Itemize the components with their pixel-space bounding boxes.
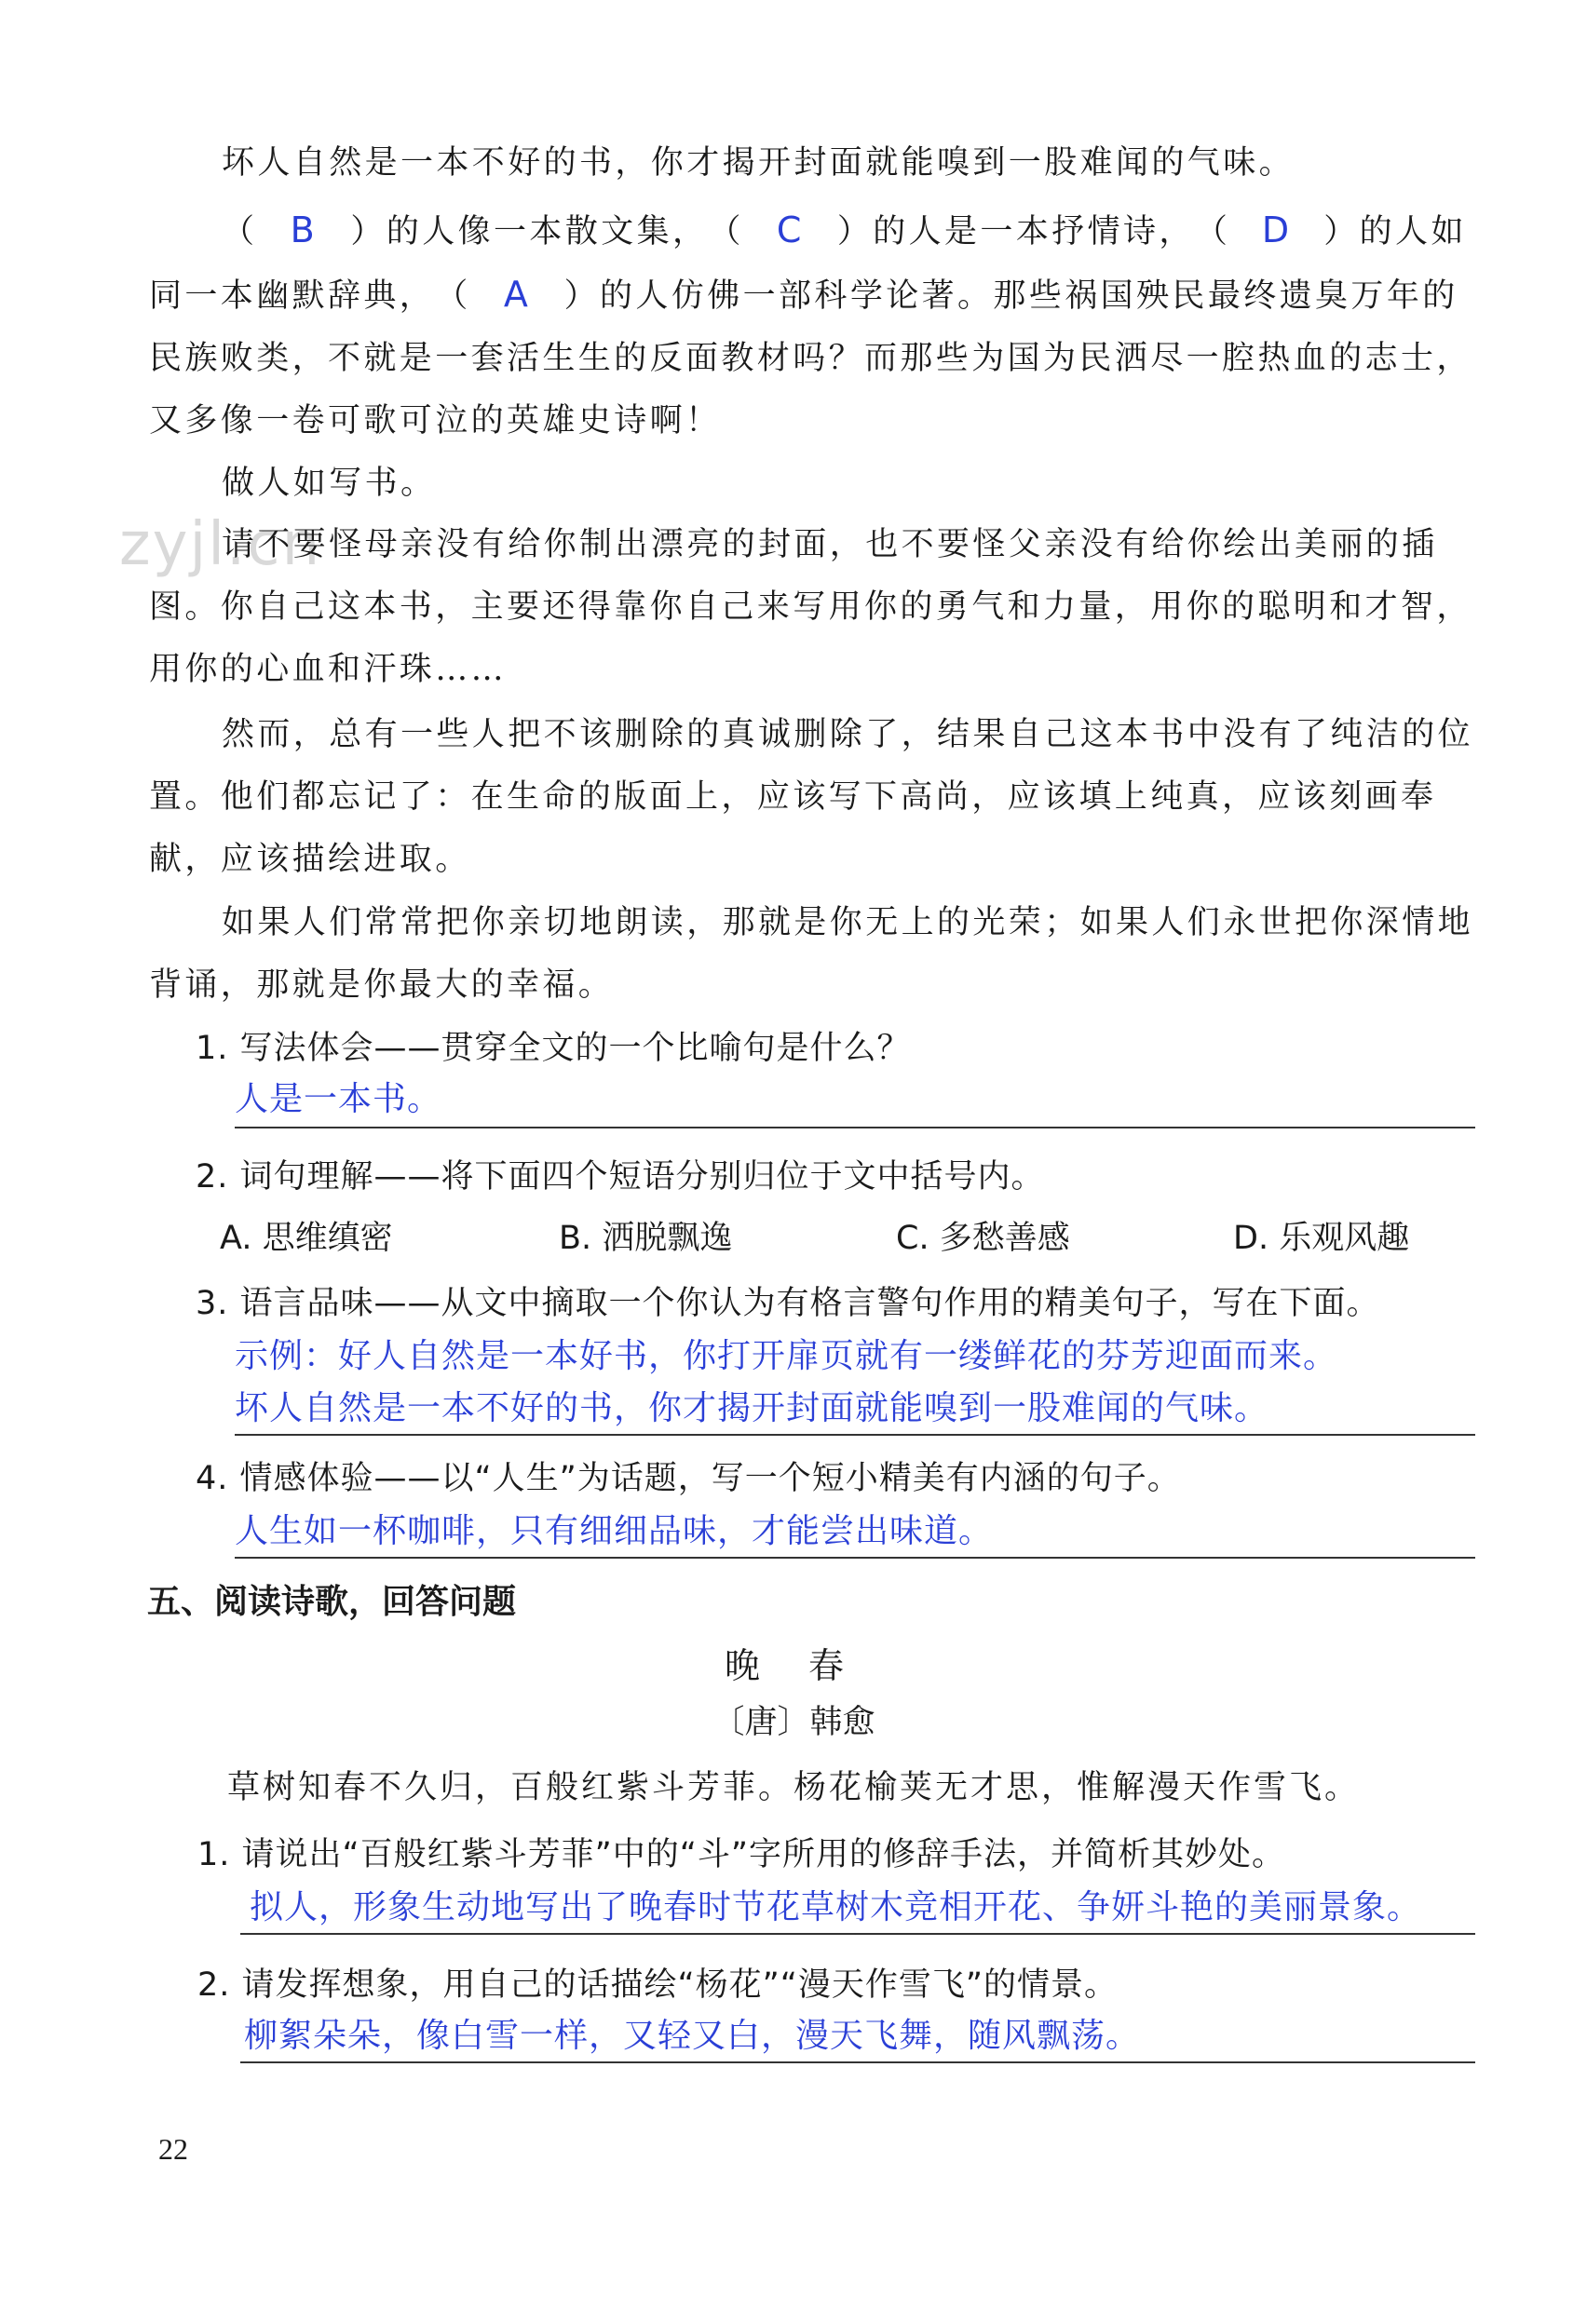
- option-c: C. 多愁善感: [896, 1220, 1070, 1257]
- blank-answer-1: B: [290, 209, 319, 250]
- blank-2: （ C ）: [708, 199, 873, 263]
- answer-line-4: [235, 1557, 1475, 1559]
- passage-paragraph-2: （ B ）的人像一本散文集，（ C ）的人是一本抒情诗，（ D ）的人如同一本幽默辞典，（ A ）的人仿佛一部科学论著。那些祸国殃民最终遗臭万年的民族败类，不就是一套活生生的反面教材吗？而那些为国为民洒尽一腔热血的志士，又多像一卷可歌可泣的英雄史诗啊！: [149, 199, 1483, 453]
- poem-answer-2: 柳絮朵朵，像白雪一样，又轻又白，漫天飞舞，随风飘荡。: [244, 2017, 1141, 2055]
- option-d: D. 乐观风趣: [1233, 1220, 1410, 1257]
- passage-paragraph-5: 然而，总有一些人把不该删除的真诚删除了，结果自己这本书中没有了纯洁的位置。他们都忘记了：在生命的版面上，应该写下高尚，应该填上纯真，应该刻画奉献，应该描绘进取。: [149, 716, 1474, 878]
- poem-author: 〔唐〕韩愈: [712, 1704, 875, 1741]
- answer-3-line-1: 示例：好人自然是一本好书，你打开扉页就有一缕鲜花的芬芳迎面而来。: [235, 1337, 1338, 1375]
- answer-1: 人是一本书。: [235, 1080, 442, 1118]
- question-3: 3. 语言品味——从文中摘取一个你认为有格言警句作用的精美句子，写在下面。: [196, 1285, 1380, 1322]
- answer-3-line-2: 坏人自然是一本不好的书，你才揭开封面就能嗅到一股难闻的气味。: [235, 1389, 1269, 1427]
- blank-3: （ D ）: [1195, 199, 1360, 263]
- answer-line-1: [235, 1127, 1475, 1128]
- poem-body: 草树知春不久归，百般红紫斗芳菲。杨花榆荚无才思，惟解漫天作雪飞。: [226, 1769, 1360, 1806]
- poem-question-1: 1. 请说出“百般红紫斗芳菲”中的“斗”字所用的修辞手法，并简析其妙处。: [197, 1836, 1286, 1873]
- watermark: zyjl.cn: [119, 510, 322, 579]
- poem-answer-1: 拟人，形象生动地写出了晚春时节花草树木竞相开花、争妍斗艳的美丽景象。: [250, 1888, 1422, 1926]
- passage-paragraph-6: 如果人们常常把你亲切地朗读，那就是你无上的光荣；如果人们永世把你深情地背诵，那就是你最大的幸福。: [149, 904, 1474, 1004]
- poem-answer-line-1: [240, 1933, 1475, 1935]
- question-4: 4. 情感体验——以“人生”为话题，写一个短小精美有内涵的句子。: [196, 1460, 1181, 1497]
- question-1: 1. 写法体会——贯穿全文的一个比喻句是什么？: [196, 1030, 911, 1067]
- poem-title: 晚 春: [724, 1645, 863, 1686]
- blank-1: （ B ）: [222, 199, 387, 263]
- passage-paragraph-4: 请不要怪母亲没有给你制出漂亮的封面，也不要怪父亲没有给你绘出美丽的插图。你自己这本书，主要还得靠你自己来写用你的勇气和力量，用你的聪明和才智，用你的心血和汗珠……: [149, 526, 1472, 688]
- option-b: B. 洒脱飘逸: [559, 1220, 733, 1257]
- section-heading: 五、阅读诗歌，回答问题: [147, 1583, 517, 1621]
- passage-paragraph-3: 做人如写书。: [222, 465, 437, 502]
- page-number: 22: [158, 2132, 188, 2166]
- question-2: 2. 词句理解——将下面四个短语分别归位于文中括号内。: [196, 1158, 1045, 1196]
- poem-answer-line-2: [240, 2061, 1475, 2063]
- passage-paragraph-1: 坏人自然是一本不好的书，你才揭开封面就能嗅到一股难闻的气味。: [222, 144, 1295, 182]
- option-a: A. 思维缜密: [220, 1220, 393, 1257]
- answer-line-3: [235, 1434, 1475, 1436]
- answer-4: 人生如一杯咖啡，只有细细品味，才能尝出味道。: [235, 1512, 994, 1550]
- blank-answer-2: C: [776, 209, 805, 250]
- blank-4: （ A ）: [435, 263, 600, 328]
- blank-answer-4: A: [503, 274, 532, 315]
- poem-question-2: 2. 请发挥想象，用自己的话描绘“杨花”“漫天作雪飞”的情景。: [197, 1966, 1119, 2004]
- blank-answer-3: D: [1261, 209, 1293, 250]
